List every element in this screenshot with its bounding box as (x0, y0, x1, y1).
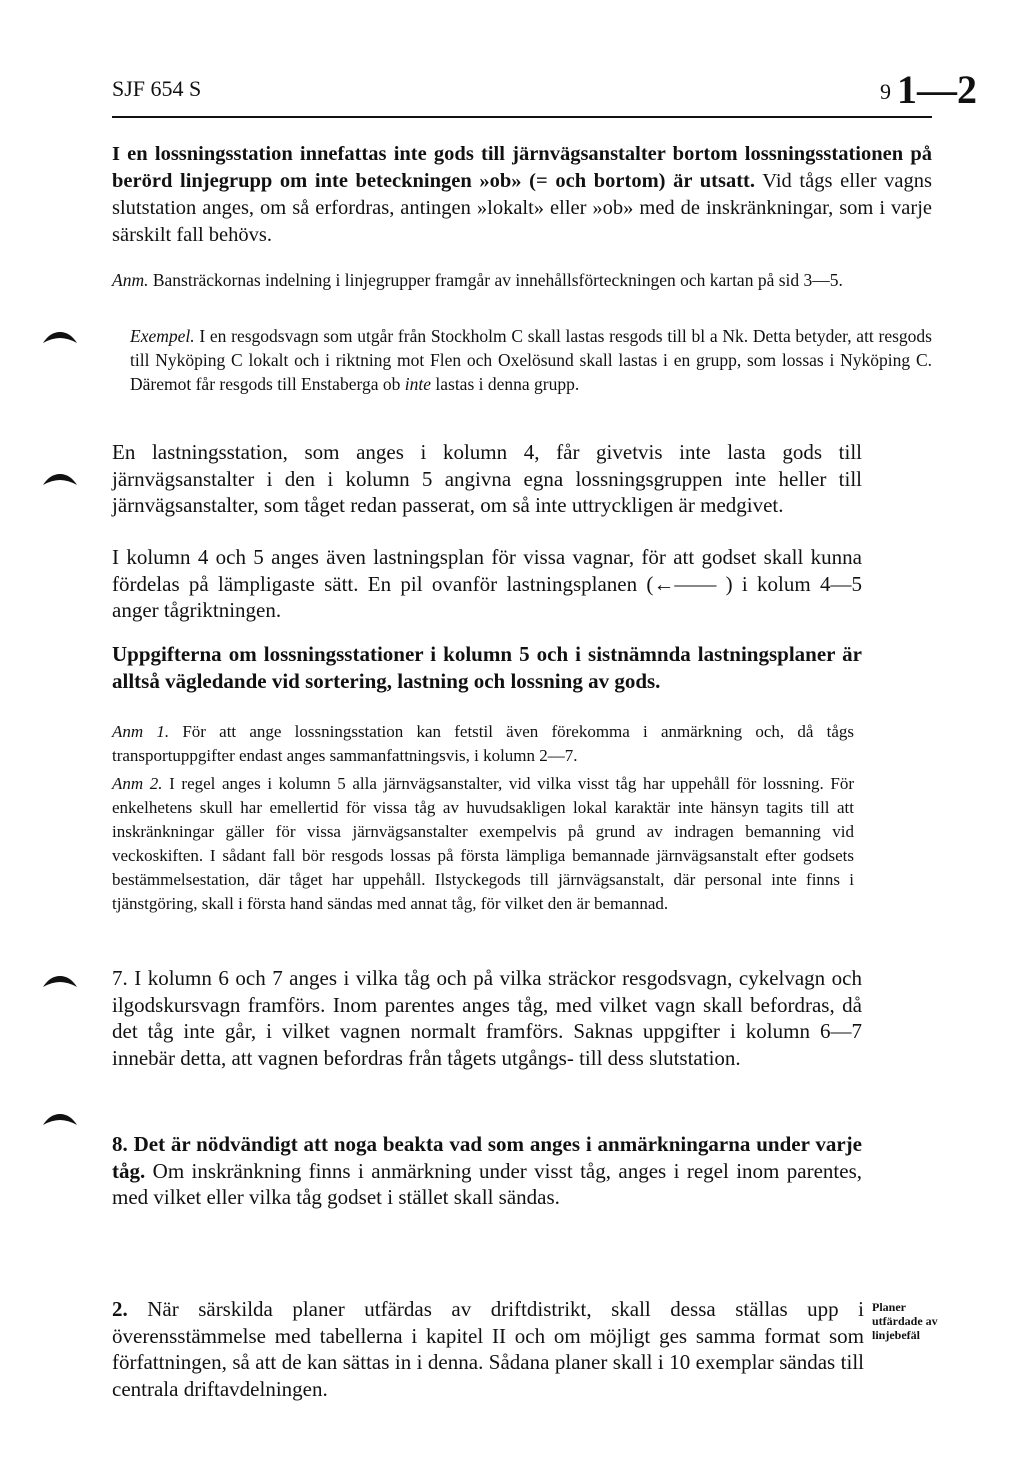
item-8-text: Om inskränkning finns i anmärkning under visst tåg, anges i regel inom parentes, med vilket eller vilka tåg godset i stället skall sändas. (112, 1158, 862, 1210)
example-label: Exempel. (130, 326, 195, 346)
document-id: SJF 654 S (112, 76, 202, 101)
item-8-bold-text: 8. Det är nödvändigt att noga beakta vad som anges i anmärkningarna under varje tåg. (112, 1132, 862, 1183)
header-rule (112, 116, 932, 118)
note-2-label: Anm 2. (112, 774, 163, 793)
guiding-paragraph: Uppgifterna om lossningsstationer i kolumn 5 och i sistnämnda lastningsplaner är alltså vägledande vid sortering, lastning och lossning av gods. (112, 642, 862, 693)
change-mark-icon (42, 974, 78, 988)
margin-note: Planer utfärdade av linjebefäl (872, 1300, 938, 1342)
note-label: Anm. (112, 270, 149, 290)
loading-station-paragraph: En lastningsstation, som anges i kolumn 4, får givetvis inte lasta gods till järnvägsanstalter i den i kolumn 5 angivna egna lossningsgruppen inte heller till järnvägsanstalter, som tåget redan passerat, om så inte uttryckligen är medgivet. (112, 440, 862, 518)
section-2-paragraph (112, 1296, 864, 1402)
note-2-text: I regel anges i kolumn 5 alla järnvägsanstalter, vid vilka visst tåg har uppehåll för lossning. För enkelhetens skull har emellertid för vissa tåg av huvudsakligen lokal karaktär inte hänsyn tagits till att inskränkningar gäller för vissa järnvägsanstalter exempelvis på grund av indragen bemanning vid veckoskiften. I sådant fall bör resgods lossas på första lämpliga bemannade järnvägsanstalt efter godsets bestämmelsestation, där tåget har uppehåll. Ilstyckegods till järnvägsanstalt, där personal inte finns i tjänstgöring, skall i första hand sändas med annat tåg, för vilket den är bemannad. (112, 774, 854, 913)
change-mark-icon (42, 330, 78, 344)
section-heading (880, 66, 977, 113)
intro-text: Vid tågs eller vagns slutstation anges, om så erfordras, antingen »lokalt» eller »ob» med de inskränkningar, som i varje särskilt fall behövs. (112, 170, 932, 246)
loading-plan-paragraph (112, 544, 862, 624)
example-text: I en resgodsvagn som utgår från Stockholm C skall lastas resgods till bl a Nk. Detta betyder, att resgods till Nyköping C lokalt och i riktning mot Flen och Oxelösund skall lastas i en grupp, som lossas i Nyköping C. Däremot får resgods till Enstaberga ob (130, 326, 932, 394)
loading-plan-text-end: ) i kolum 4—5 anger tågriktningen. (112, 571, 862, 623)
note-2 (112, 772, 854, 916)
example-emphasis: inte (404, 374, 431, 394)
example-text-end: lastas i denna grupp. (431, 374, 580, 394)
page-number: 9 (880, 79, 891, 104)
section-2-text: När särskilda planer utfärdas av driftdistrikt, skall dessa ställas upp i överensstämmelse med tabellerna i kapitel II och om möjligt ges samma format som författningen, så att de kan sättas in i denna. Sådana planer skall i 10 exemplar sändas till centrala driftavdelningen. (112, 1297, 864, 1401)
note-1-label: Anm 1. (112, 722, 170, 741)
change-mark-icon (42, 472, 78, 486)
note-1-text: För att ange lossningsstation kan fetstil även förekomma i anmärkning och, då tågs transportuppgifter endast anges sammanfattningsvis, i kolumn 2—7. (112, 722, 854, 765)
note-1 (112, 720, 854, 768)
note-text: Bansträckornas indelning i linjegrupper framgår av innehållsförteckningen och kartan på sid 3—5. (148, 270, 843, 290)
intro-paragraph (112, 141, 932, 249)
item-7-paragraph: 7. I kolumn 6 och 7 anges i vilka tåg och på vilka sträckor resgodsvagn, cykelvagn och ilgodskursvagn framförs. Inom parentes anges tåg, med vilket vagn skall befordras, då det tåg inte går, i vilket vagnen normalt framförs. Saknas uppgifter i kolumn 6—7 innebär detta, att vagnen befordras från tågets utgångs- till dess slutstation. (112, 966, 862, 1070)
loading-plan-text: I kolumn 4 och 5 anges även lastningsplan för vissa vagnar, för att godset skall kunna fördelas på lämpligaste sätt. En pil ovanför lastningsplanen ( (112, 545, 862, 596)
item-8-paragraph (112, 1131, 862, 1211)
change-mark-icon (42, 1112, 78, 1126)
intro-bold-text: I en lossningsstation innefattas inte gods till järnvägsanstalter bortom lossningsstationen på berörd linjegrupp om inte beteckningen »ob» (= och bortom) är utsatt. (112, 143, 932, 192)
note-linegroups (112, 268, 932, 292)
section-2-number: 2. (112, 1297, 128, 1321)
example-paragraph (130, 324, 932, 396)
section-number: 1—2 (897, 67, 977, 112)
arrow-symbol: ←—— (653, 571, 717, 596)
